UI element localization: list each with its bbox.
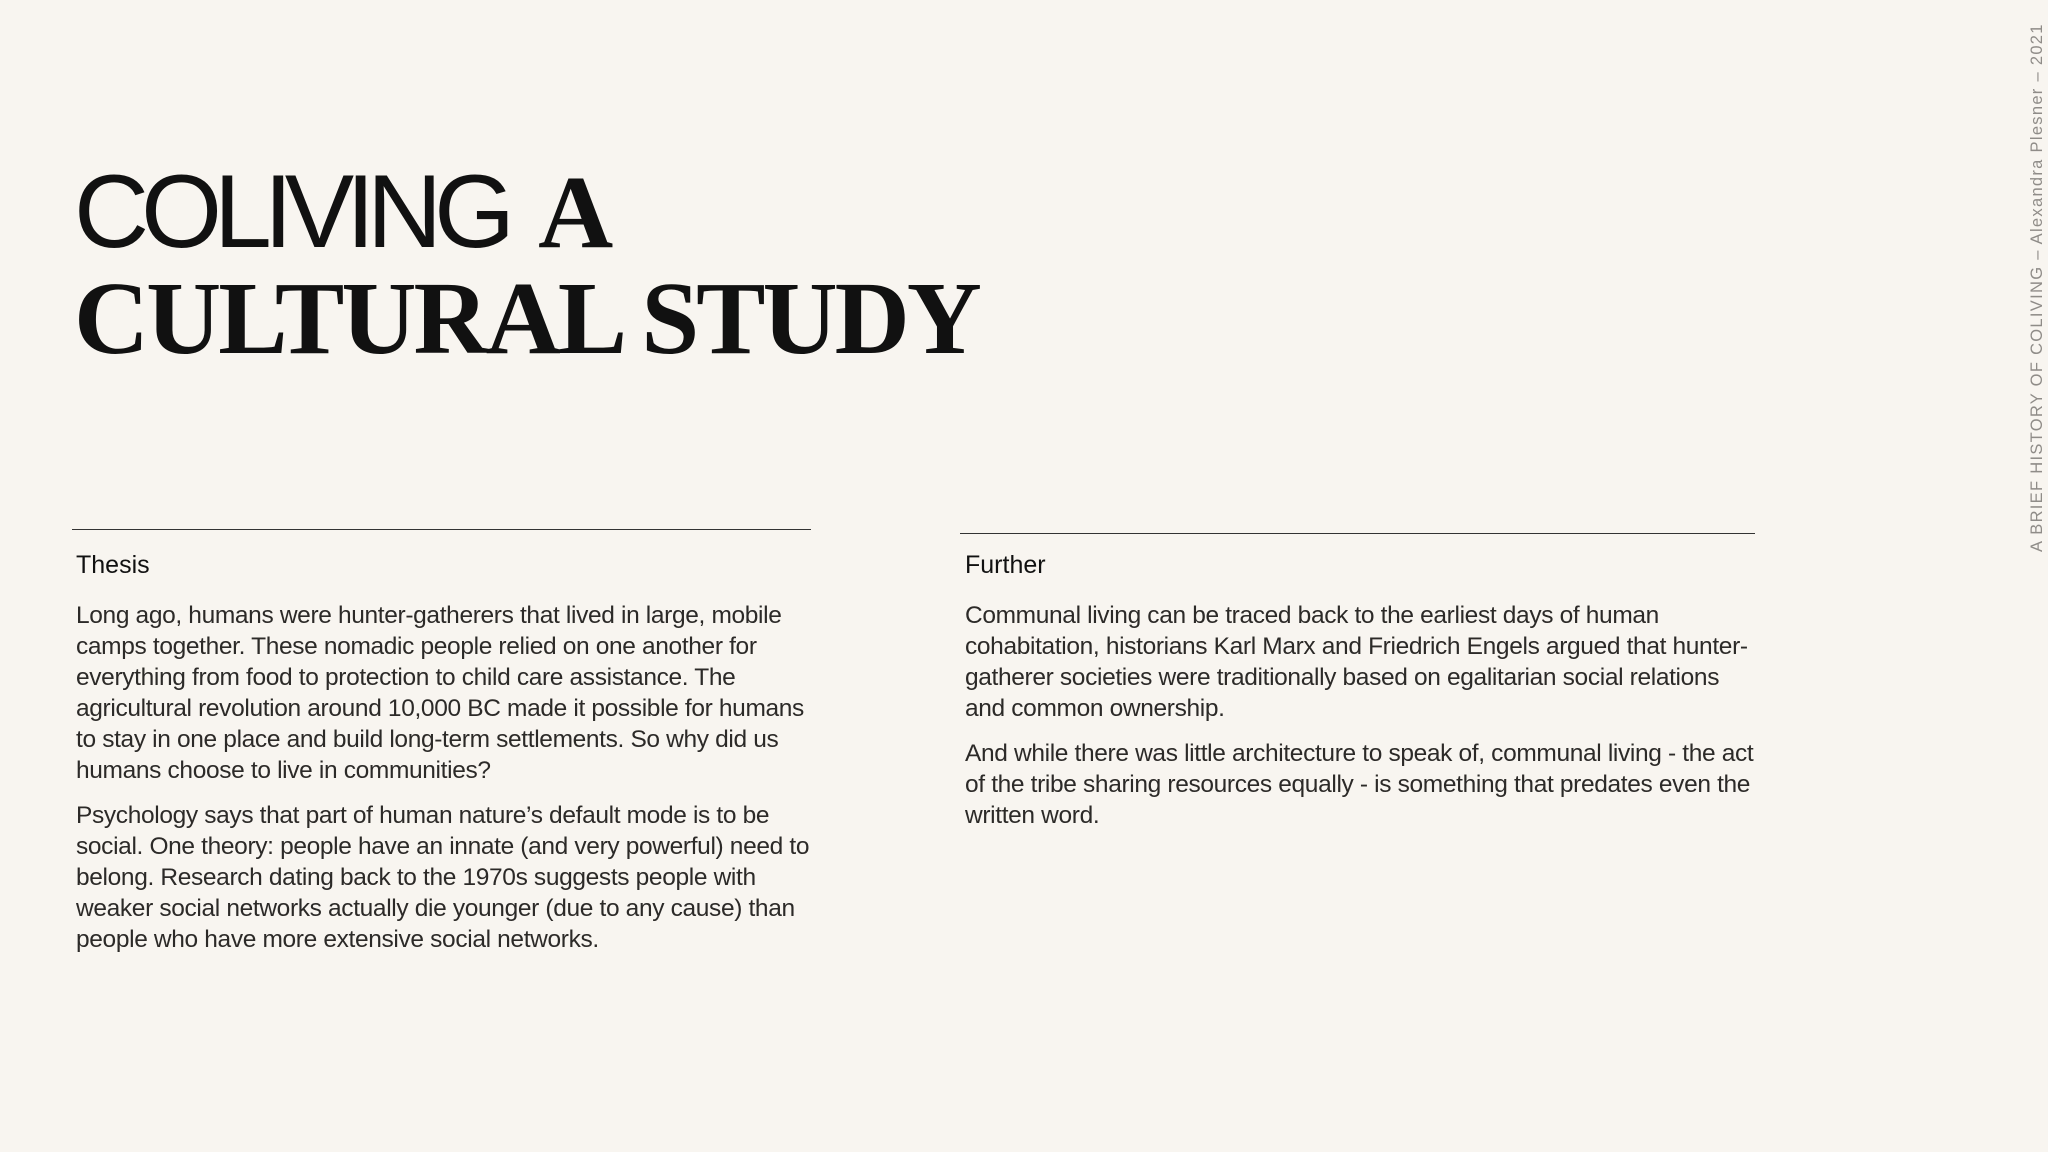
title-word-a: A [538, 155, 611, 270]
thesis-paragraph-1: Long ago, humans were hunter-gatherers that lived in large, mobile camps together. These nomadic people relied on one another for everything from food to protection to child care assistance. The agricultural revolution around 10,000 BC made it possible for humans to stay in one place and build long-term settlements. So why did us humans choose to live in communities? [76, 602, 804, 784]
further-heading: Further [965, 551, 1046, 579]
thesis-heading: Thesis [76, 551, 150, 579]
further-column [965, 548, 1765, 845]
title-line-cultural-study: CULTURAL STUDY [74, 261, 979, 376]
side-caption: A BRIEF HISTORY OF COLIVING – Alexandra Plesner – 2021 [2028, 23, 2046, 552]
thesis-paragraph-2: Psychology says that part of human nature’s default mode is to be social. One theory: people have an innate (and very powerful) need to belong. Research dating back to the 1970s suggests people with weaker social networks actually die younger (due to any cause) than people who have more extensive social networks. [76, 802, 810, 953]
further-paragraph-1: Communal living can be traced back to the earliest days of human cohabitation, historians Karl Marx and Friedrich Engels argued that hunter-gatherer societies were traditionally based on egalitarian social relations and common ownership. [965, 602, 1748, 722]
further-divider [960, 533, 1755, 534]
title-word-coliving: COLIVING [74, 154, 507, 270]
thesis-column [76, 548, 816, 969]
page-title [74, 154, 979, 376]
thesis-divider [72, 529, 811, 530]
further-paragraph-2: And while there was little architecture to speak of, communal living - the act of the tribe sharing resources equally - is something that predates even the written word. [965, 740, 1754, 829]
